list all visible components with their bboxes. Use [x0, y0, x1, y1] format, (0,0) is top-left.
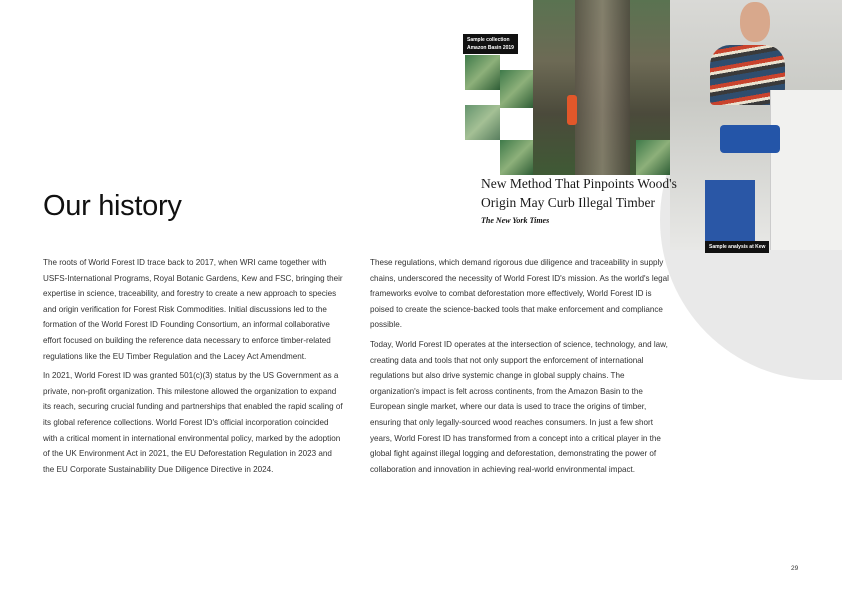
press-headline: [481, 174, 677, 212]
page-number: 29: [791, 565, 799, 572]
forest-mosaic-tile: [500, 70, 533, 108]
nyt-logo: The New York Times: [481, 216, 550, 225]
forest-caption: [463, 34, 518, 54]
headline-line: New Method That Pinpoints Wood's: [481, 176, 677, 191]
text-column-left: [43, 255, 343, 481]
field-worker: [567, 95, 577, 125]
paragraph: Today, World Forest ID operates at the intersection of science, technology, and law, creating data and tools that not only support the enforcement of international regulations but also drive systemic change in global supply chains. The organization's impact is felt across continents, from the Amazon Basin to the European single market, where our data is used to trace the origins of timber, ensuring that only legally-sourced wood reaches consumers. In just a few short years, World Forest ID has transformed from a concept into a critical player in the global fight against illegal logging and deforestation, demonstrating the power of collaboration and innovation in achieving real-world environmental impact.: [370, 339, 668, 474]
lab-instrument: [770, 90, 842, 250]
forest-mosaic-tile: [465, 105, 500, 140]
caption-line: Amazon Basin 2019: [467, 45, 514, 51]
tree-trunk: [575, 0, 630, 175]
paragraph: The roots of World Forest ID trace back to 2017, when WRI came together with USFS-International Programs, Royal Botanic Gardens, Kew and FSC, bringing their expertise in science, traceability, and forestry to create a new approach to species and origin verification for Forest Risk Commodities. Initial discussions led to the formation of the World Forest ID Founding Consortium, an informal collaborative effort focused on building the reference data necessary to enforce timber-related regulations like the EU Timber Regulation and the Lacey Act Amendment.: [43, 258, 343, 361]
lab-control-unit: [705, 180, 755, 245]
paragraph: These regulations, which demand rigorous due diligence and traceability in supply chains, underscored the necessity of World Forest ID's mission. As the world's legal frameworks evolve to combat deforestation more effectively, World Forest ID is poised to create the science-backed tools that make enforcement and compliance possible.: [370, 258, 669, 330]
page-title: Our history: [43, 190, 182, 222]
forest-mosaic-tile: [465, 55, 500, 90]
text-column-right: [370, 255, 670, 481]
lab-scientist-head: [740, 2, 770, 42]
lab-laser-unit: [720, 125, 780, 153]
forest-mosaic-tile: [500, 140, 533, 175]
paragraph: In 2021, World Forest ID was granted 501(c)(3) status by the US Government as a private, non-profit organization. This milestone allowed the organization to expand its reach, securing crucial funding and partnerships that enabled the rapid scaling of its global reference collections. World Forest ID's official incorporation coincided with a critical moment in international environmental policy, marked by the adoption of the UK Environment Act in 2021, the EU Deforestation Regulation in 2023 and the EU Corporate Sustainability Due Diligence Directive in 2024.: [43, 371, 343, 474]
forest-mosaic-tile: [636, 140, 670, 175]
headline-line: Origin May Curb Illegal Timber: [481, 195, 655, 210]
lab-caption: Sample analysis at Kew: [705, 241, 769, 253]
caption-line: Sample collection: [467, 37, 510, 43]
